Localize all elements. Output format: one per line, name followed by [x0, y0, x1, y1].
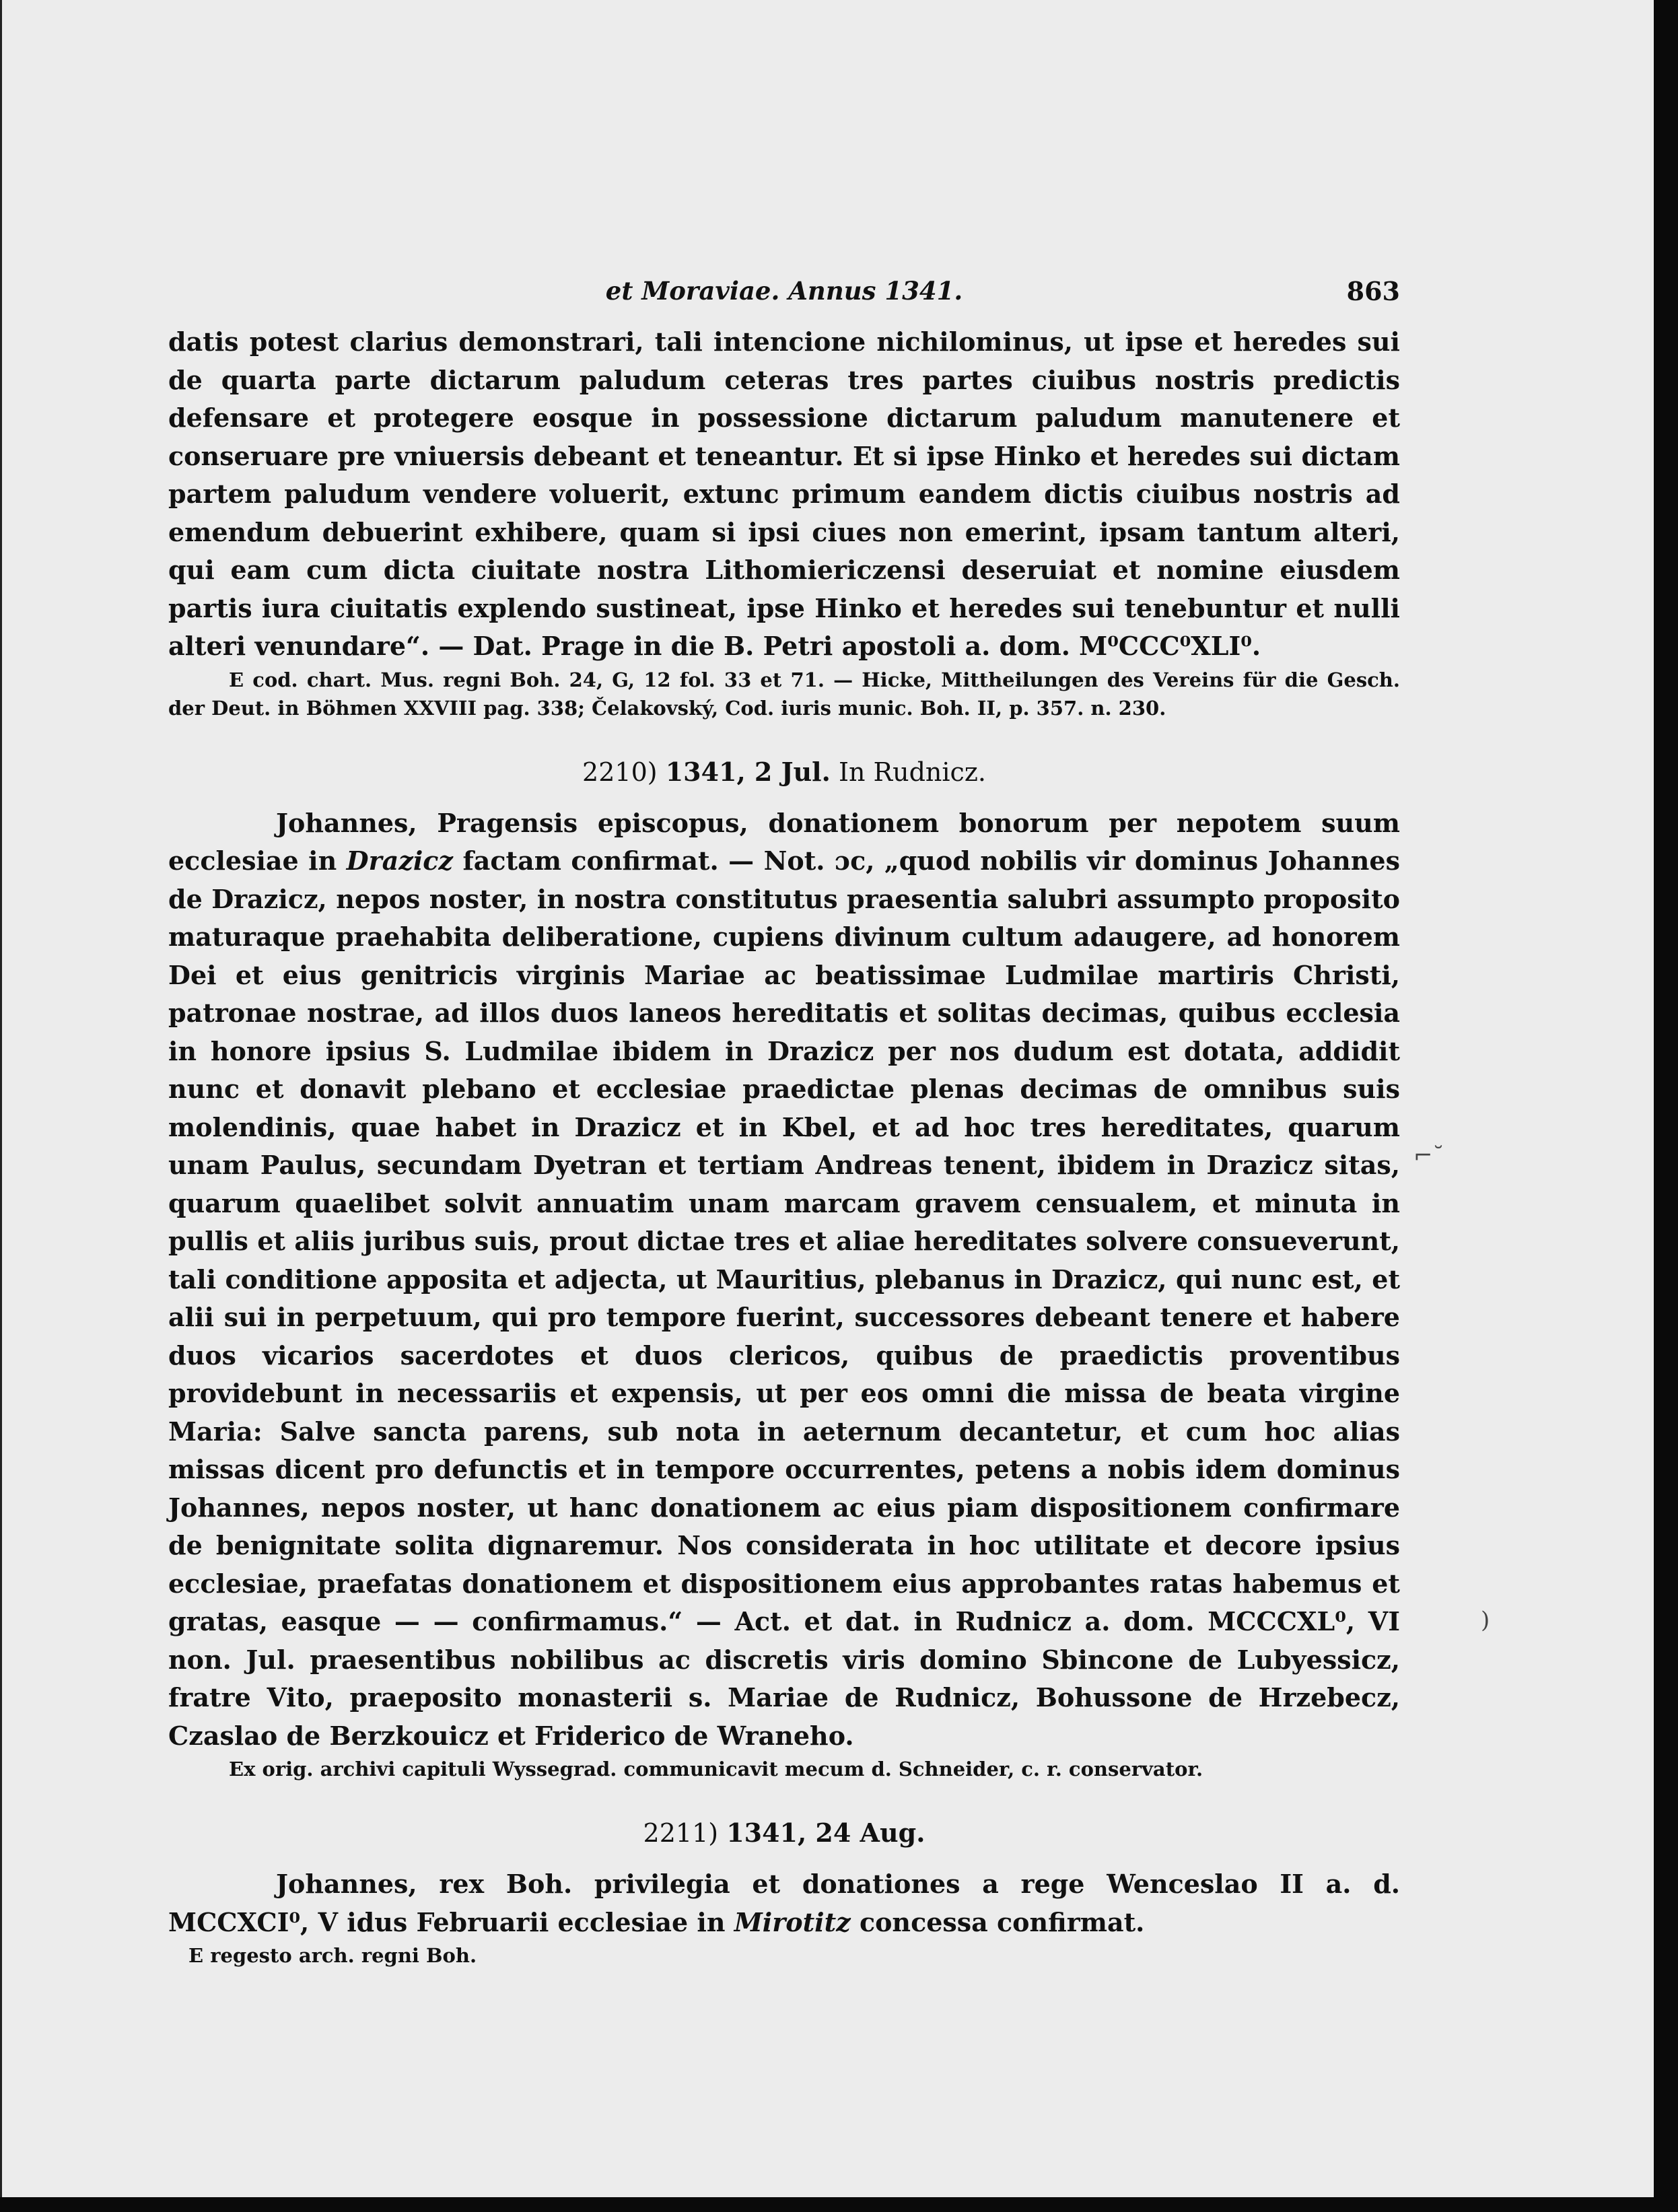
entry-source-note: E regesto arch. regni Boh.	[188, 1944, 477, 1967]
entry-text	[168, 1865, 1400, 1941]
entry-text-body: concessa confirmat.	[859, 1906, 1145, 1937]
entry-heading	[168, 753, 1400, 791]
entry-place: In Rudnicz.	[838, 757, 986, 787]
scan-bottom-border	[0, 2197, 1678, 2212]
entry-date: 1341, 24 Aug.	[726, 1818, 925, 1848]
entry-text-intro: Johannes, Pragensis episcopus, donationem bonorum per nepotem suum ecclesiae in	[168, 807, 1400, 876]
continuation-paragraph: datis potest clarius demonstrari, tali intencione nichilominus, ut ipse et heredes sui de quarta parte dictarum paludum ceteras tres partes ciuibus nostris predictis defensare et protegere eosque in possessione dictarum paludum manutenere et conseruare pre vniuersis debeant et teneantur. Et si ipse Hinko et heredes sui dictam partem paludum vendere voluerit, extunc primum eandem dictis ciuibus nostris ad emendum debuerint exhibere, quam si ipsi ciues non emerint, ipsam tantum alteri, qui eam cum dicta ciuitate nostra Lithomiericzensi deseruiat et nomine eiusdem partis iura ciuitatis explendo sustineat, ipse Hinko et heredes sui tenebuntur et nulli alteri venundare“. — Dat. Prage in die B. Petri apostoli a. dom. M⁰CCC⁰XLI⁰.	[168, 326, 1400, 661]
running-head	[168, 276, 1400, 323]
entry-source-note: Ex orig. archivi capituli Wyssegrad. communicavit mecum d. Schneider, c. r. conservator.	[229, 1758, 1203, 1781]
continuation-source-note: E cod. chart. Mus. regni Boh. 24, G, 12 fol. 33 et 71. — Hicke, Mittheilungen des Vereins für die Gesch. der Deut. in Böhmen XXVIII pag. 338; Čelakovský, Cod. iuris munic. Boh. II, p. 357. n. 230.	[168, 668, 1400, 720]
entry-number: 2211)	[643, 1818, 719, 1848]
entry-text	[168, 804, 1400, 1756]
entry-number: 2210)	[582, 757, 658, 787]
entry-date: 1341, 2 Jul.	[665, 756, 831, 787]
entry-place-name: Mirotitz	[734, 1906, 851, 1937]
entry-text-body: factam confirmat. — Not. ɔc, „quod nobilis vir dominus Johannes de Drazicz, nepos noster, in nostra constitutus praesentia salubri assumpto proposito maturaque praehabita deliberatione, cupiens divinum cultum adaugere, ad honorem Dei et eius genitricis virginis Mariae ac beatissimae Ludmilae martiris Christi, patronae nostrae, ad illos duos laneos hereditatis et solitas decimas, quibus ecclesia in honore ipsius S. Ludmilae ibidem in Drazicz per nos dudum est dotata, addidit nunc et donavit plebano et ecclesiae praedictae plenas decimas de omnibus suis molendinis, quae habet in Drazicz et in Kbel, et ad hoc tres hereditates, quarum unam Paulus, secundam Dyetran et tertiam Andreas tenent, ibidem in Drazicz sitas, quarum quaelibet solvit annuatim unam marcam gravem censualem, et minuta in pullis et aliis juribus suis, prout dictae tres et aliae hereditates solvere consueverunt, tali conditione apposita et adjecta, ut Mauritius, plebanus in Drazicz, qui nunc est, et alii sui in perpetuum, qui pro tempore fuerint, successores debeant tenere et habere duos vicarios sacerdotes et duos clericos, quibus de praedictis proventibus providebunt in necessariis et expensis, ut per eos omni die missa de beata virgine Maria: Salve sancta parens, sub nota in aeternum decantetur, et cum hoc alias missas dicent pro defunctis et in tempore occurrentes, petens a nobis idem dominus Johannes, nepos noster, ut hanc donationem ac eius piam dispositionem confirmare de benignitate solita dignaremur. Nos considerata in hoc utilitate et decore ipsius ecclesiae, praefatas donationem et dispositionem eius approbantes ratas habemus et gratas, easque — — confirmamus.“ — Act. et dat. in Rudnicz a. dom. MCCCXL⁰, VI non. Jul. praesentibus nobilibus ac discretis viris domino Sbincone de Lubyessicz, fratre Vito, praeposito monasterii s. Mariae de Rudnicz, Bohussone de Hrzebecz, Czaslao de Berzkouicz et Friderico de Wraneho.	[168, 845, 1401, 1751]
entry-place-name: Drazicz	[346, 845, 453, 876]
running-title: et Moraviae. Annus 1341.	[605, 276, 963, 306]
scan-right-border	[1654, 0, 1678, 2212]
margin-mark: ⌐˘	[1413, 1142, 1444, 1169]
book-page	[168, 276, 1400, 1970]
page-number: 863	[1346, 276, 1400, 306]
entry-text-intro: Johannes, rex Boh. privilegia et donationes a rege Wenceslao II a. d. MCCXCI⁰, V idus Februarii ecclesiae in	[168, 1869, 1400, 1937]
entry-heading	[168, 1814, 1400, 1852]
margin-mark: )	[1481, 1607, 1490, 1634]
scan-left-edge	[0, 0, 2, 2212]
